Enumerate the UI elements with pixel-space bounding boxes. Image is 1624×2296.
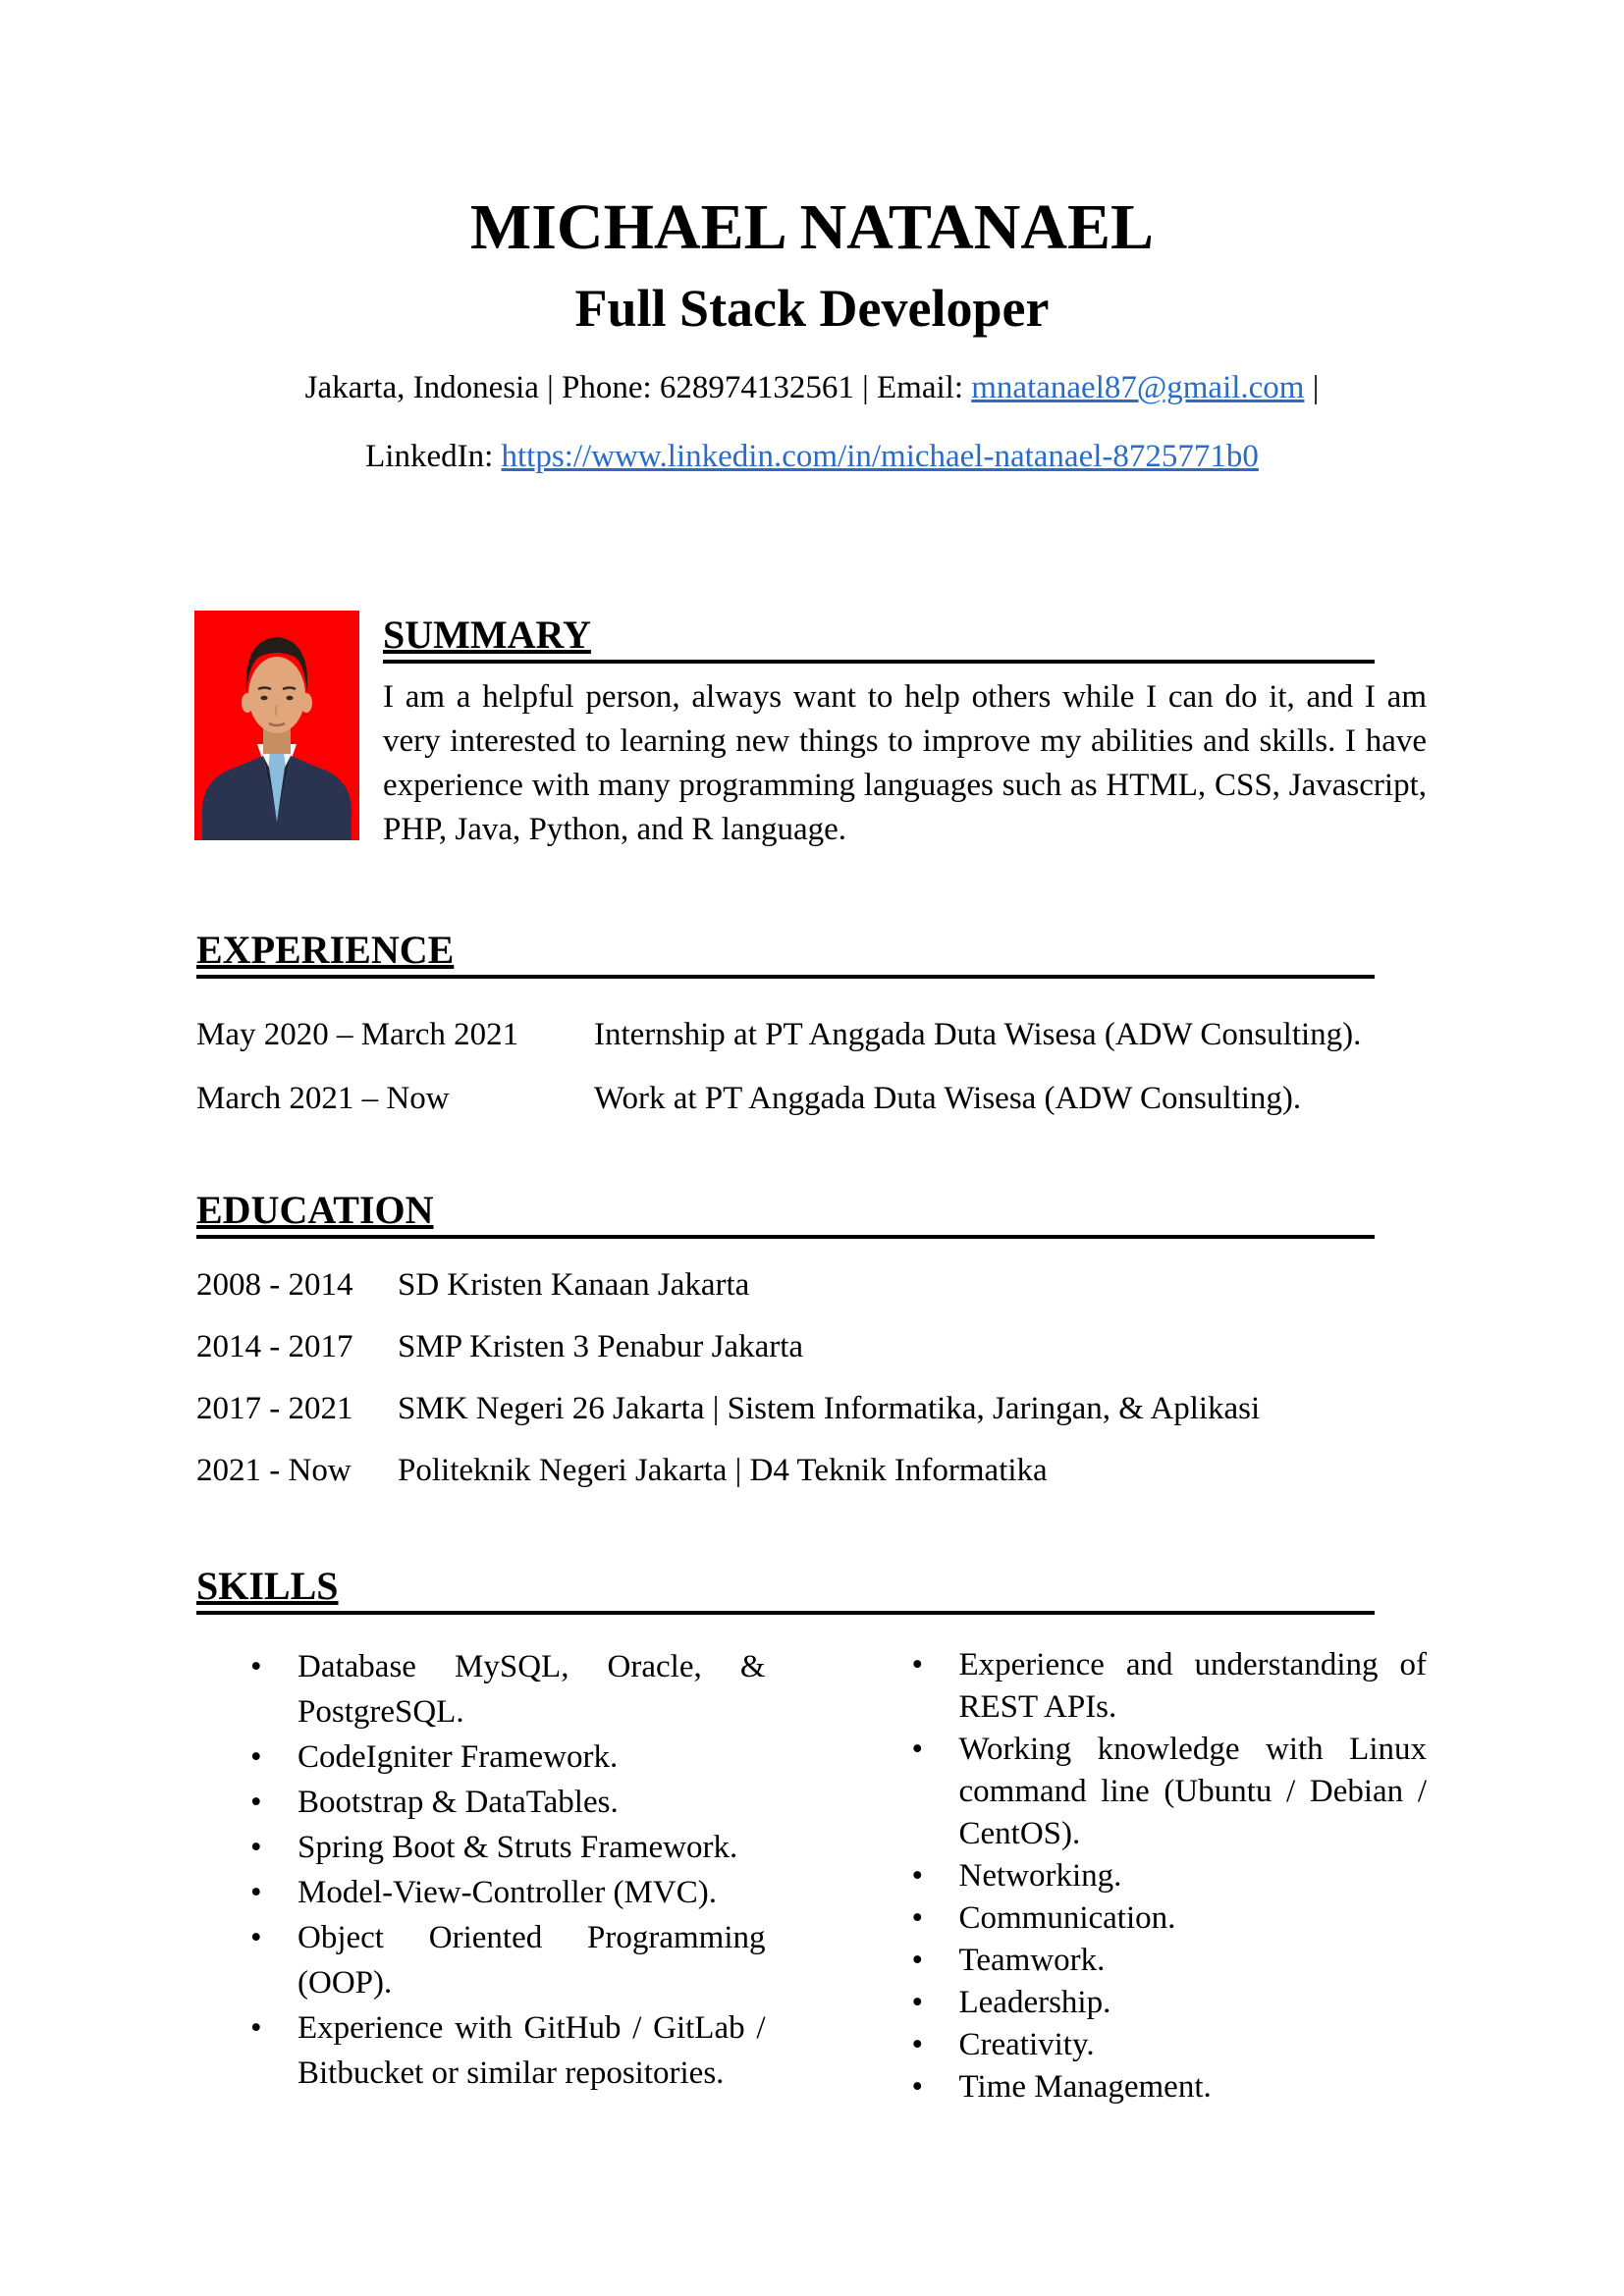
skill-text: Networking. <box>958 1858 1122 1894</box>
skill-text: Database MySQL, Oracle, & PostgreSQL. <box>298 1649 766 1730</box>
list-item <box>250 1825 766 1870</box>
education-description: SD Kristen Kanaan Jakarta <box>398 1267 750 1303</box>
experience-period: May 2020 – March 2021 <box>196 1017 519 1052</box>
education-row <box>196 1266 1427 1304</box>
education-row <box>196 1328 1427 1365</box>
skill-text: Object Oriented Programming (OOP). <box>298 1920 766 2001</box>
list-item <box>250 1870 766 1915</box>
education-row <box>196 1390 1427 1427</box>
list-item <box>912 2024 1428 2066</box>
contact-location-phone-email-label: Jakarta, Indonesia | Phone: 628974132561 | Email: <box>304 370 972 405</box>
skills-column-right <box>912 1644 1428 2109</box>
eye-left <box>260 696 267 701</box>
list-item <box>912 1897 1428 1940</box>
education-rows <box>196 1266 1427 1489</box>
bullet-icon: • <box>911 1943 924 1978</box>
profile-photo-illustration <box>194 611 359 840</box>
face <box>248 657 305 733</box>
summary-section <box>383 613 1427 852</box>
skill-text: Time Management. <box>958 2069 1212 2105</box>
education-row <box>196 1452 1427 1489</box>
bullet-icon: • <box>911 2069 924 2105</box>
education-section <box>196 1188 1427 1514</box>
linkedin-line <box>0 434 1624 479</box>
bullet-icon: • <box>911 1858 924 1894</box>
contact-separator: | <box>1304 370 1320 405</box>
skill-text: Working knowledge with Linux command line (Ubuntu / Debian / CentOS). <box>958 1732 1427 1851</box>
education-description: SMP Kristen 3 Penabur Jakarta <box>398 1329 804 1364</box>
experience-section <box>196 928 1427 1144</box>
education-heading-rule <box>196 1188 1375 1239</box>
summary-text: I am a helpful person, always want to help others while I can do it, and I am very interested to learning new things to improve my abilities and skills. I have experience with many programming languages such as HTML, CSS, Javascript, PHP, Java, Python, and R language. <box>383 679 1427 847</box>
bullet-icon: • <box>250 1875 262 1910</box>
bullet-icon: • <box>250 1830 262 1865</box>
list-item <box>250 2005 766 2096</box>
skill-text: Communication. <box>958 1900 1176 1936</box>
bullet-icon: • <box>250 1739 262 1775</box>
education-period: 2008 - 2014 <box>196 1267 353 1303</box>
bullet-icon: • <box>911 1985 924 2020</box>
list-item <box>912 1940 1428 1982</box>
list-item <box>912 2066 1428 2109</box>
skills-column-left <box>250 1644 766 2109</box>
contact-line <box>0 365 1624 410</box>
skill-text: Experience with GitHub / GitLab / Bitbucket or similar repositories. <box>298 2010 766 2091</box>
linkedin-label: LinkedIn: <box>365 439 502 474</box>
bullet-icon: • <box>250 1649 262 1684</box>
summary-heading-rule <box>383 613 1375 664</box>
eye-right <box>286 696 293 701</box>
list-item <box>250 1644 766 1735</box>
experience-rows <box>196 1016 1427 1117</box>
list-item <box>912 1855 1428 1897</box>
linkedin-link[interactable]: https://www.linkedin.com/in/michael-natanael-8725771b0 <box>501 439 1259 474</box>
list-item <box>912 1644 1428 1729</box>
nose <box>276 705 277 716</box>
skill-text: Leadership. <box>958 1985 1111 2020</box>
education-period: 2014 - 2017 <box>196 1329 353 1364</box>
bullet-icon: • <box>911 1732 924 1767</box>
job-title: Full Stack Developer <box>574 279 1050 338</box>
bullet-icon: • <box>911 2027 924 2062</box>
experience-period: March 2021 – Now <box>196 1081 450 1116</box>
education-period: 2017 - 2021 <box>196 1391 353 1426</box>
email-link[interactable]: mnatanael87@gmail.com <box>971 370 1305 405</box>
skill-text: Experience and understanding of REST APIs. <box>958 1647 1427 1725</box>
skills-heading-rule <box>196 1564 1375 1615</box>
bullet-icon: • <box>911 1900 924 1936</box>
profile-photo <box>194 611 359 840</box>
skill-text: Teamwork. <box>958 1943 1106 1978</box>
experience-row <box>196 1016 1427 1053</box>
education-period: 2021 - Now <box>196 1453 352 1488</box>
skills-columns <box>196 1644 1427 2109</box>
bullet-icon: • <box>911 1647 924 1682</box>
bullet-icon: • <box>250 2010 262 2046</box>
list-item <box>250 1780 766 1825</box>
experience-description: Work at PT Anggada Duta Wisesa (ADW Consulting). <box>594 1081 1302 1116</box>
page-title: MICHAEL NATANAEL <box>469 191 1155 263</box>
skill-text: Creativity. <box>958 2027 1095 2062</box>
skill-text: Bootstrap & DataTables. <box>298 1785 619 1820</box>
list-item <box>912 1729 1428 1855</box>
skill-text: Model-View-Controller (MVC). <box>298 1875 717 1910</box>
experience-description: Internship at PT Anggada Duta Wisesa (ADW Consulting). <box>594 1017 1362 1052</box>
list-item <box>250 1915 766 2005</box>
list-item <box>250 1735 766 1780</box>
skill-text: CodeIgniter Framework. <box>298 1739 619 1775</box>
bullet-icon: • <box>250 1920 262 1955</box>
experience-row <box>196 1080 1427 1117</box>
skill-text: Spring Boot & Struts Framework. <box>298 1830 738 1865</box>
experience-heading-rule <box>196 928 1375 979</box>
education-description: Politeknik Negeri Jakarta | D4 Teknik Informatika <box>398 1453 1048 1488</box>
bullet-icon: • <box>250 1785 262 1820</box>
education-description: SMK Negeri 26 Jakarta | Sistem Informatika, Jaringan, & Aplikasi <box>398 1391 1261 1426</box>
education-heading: EDUCATION <box>196 1188 434 1232</box>
skills-heading: SKILLS <box>196 1564 339 1608</box>
summary-heading: SUMMARY <box>383 613 591 657</box>
list-item <box>912 1982 1428 2024</box>
experience-heading: EXPERIENCE <box>196 928 455 972</box>
skills-section <box>196 1564 1427 2109</box>
